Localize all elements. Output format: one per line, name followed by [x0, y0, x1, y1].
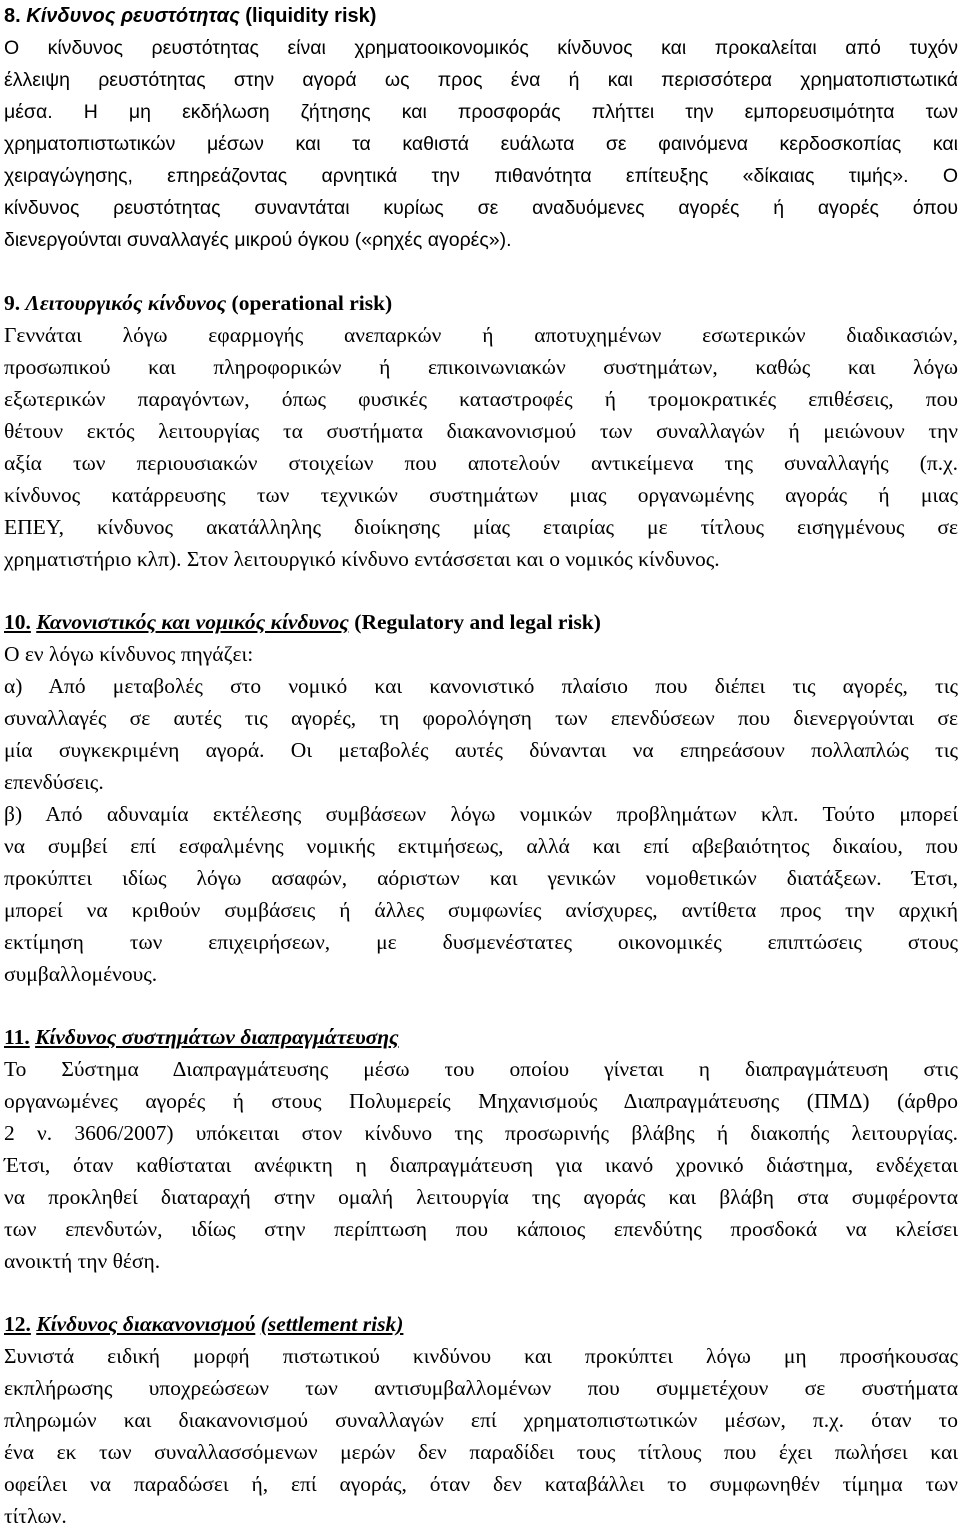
paragraph-line: 2 ν. 3606/2007) υπόκειται στον κίνδυνο της προσωρινής βλάβης ή διακοπής λειτουργίας. — [4, 1121, 958, 1145]
paragraph-line: προσωπικού και πληροφορικών ή επικοινωνιακών συστημάτων, καθώς και λόγω — [4, 355, 958, 379]
paragraph-line: μέσα. Η μη εκδήλωση ζήτησης και προσφοράς πλήττει την εμπορευσιμότητα των — [4, 101, 958, 123]
paragraph-line: να συμβεί επί εσφαλμένης νομικής εκτιμήσεως, αλλά και επί αβεβαιότητος δικαίου, που — [4, 834, 958, 858]
section-title-english: (operational risk) — [231, 291, 393, 315]
paragraph-line: Έτσι, όταν καθίσταται ανέφικτη η διαπραγμάτευση για ικανό χρονικό διάστημα, ενδέχεται — [4, 1153, 958, 1177]
section-title — [4, 1021, 958, 1053]
paragraph-line: αξία των περιουσιακών στοιχείων που αποτελούν αντικείμενα της συναλλαγής (π.χ. — [4, 451, 958, 475]
paragraph-line: Το Σύστημα Διαπραγμάτευσης μέσω του οποίου γίνεται η διαπραγμάτευση στις — [4, 1057, 958, 1081]
paragraph-line: μία συγκεκριμένη αγορά. Οι μεταβολές αυτές δύνανται να επηρεάσουν πολλαπλώς τις — [4, 738, 958, 762]
section-title — [4, 606, 958, 638]
paragraph-line: έλλειψη ρευστότητας στην αγορά ως προς ένα ή και περισσότερα χρηματοπιστωτικά — [4, 69, 958, 91]
paragraph-line: συναλλαγές σε αυτές τις αγορές, τη φορολόγηση των επενδύσεων που διενεργούνται σε — [4, 706, 958, 730]
section-spacer — [4, 575, 958, 606]
paragraph-line: θέτουν εκτός λειτουργίας τα συστήματα διακανονισμού των συναλλαγών ή μειώνουν την — [4, 419, 958, 443]
paragraph-line: πληρωμών και διακανονισμού συναλλαγών επί χρηματοπιστωτικών μέσων, π.χ. όταν το — [4, 1408, 958, 1432]
paragraph-line: επενδύσεις. — [4, 770, 104, 794]
paragraph-line: εκπλήρωσης υποχρεώσεων των αντισυμβαλλομένων που συμμετέχουν σε συστήματα — [4, 1376, 958, 1400]
section-title — [4, 0, 958, 32]
paragraph-line: εξωτερικών παραγόντων, όπως φυσικές καταστροφές ή τρομοκρατικές επιθέσεις, που — [4, 387, 958, 411]
paragraph-line: β) Από αδυναμία εκτέλεσης συμβάσεων λόγω νομικών προβλημάτων κλπ. Τούτο μπορεί — [4, 802, 958, 826]
paragraph-line: συμβαλλομένους. — [4, 962, 158, 986]
paragraph-line: χειραγώγησης, επηρεάζοντας αρνητικά την πιθανότητα επίτευξης «δίκαιας τιμής». Ο — [4, 165, 958, 187]
paragraph-line: Ο κίνδυνος ρευστότητας είναι χρηματοοικονομικός κίνδυνος και προκαλείται από τυχόν — [4, 37, 958, 59]
section-title-greek: Λειτουργικός κίνδυνος — [25, 291, 227, 315]
section-title-greek: Κανονιστικός και νομικός κίνδυνος — [36, 610, 349, 634]
section-title — [4, 287, 958, 319]
paragraph-line: να προκληθεί διαταραχή στην ομαλή λειτουργία της αγοράς και βλάβη στα συμφέροντα — [4, 1185, 958, 1209]
section-title-greek: Κίνδυνος συστημάτων διαπραγμάτευσης — [35, 1025, 399, 1049]
paragraph-line: εκτίμηση των επιχειρήσεων, με δυσμενέστατες οικονομικές επιπτώσεις στους — [4, 930, 958, 954]
section-number: 11. — [4, 1025, 30, 1049]
paragraph-line: μπορεί να κριθούν συμβάσεις ή άλλες συμφωνίες ανίσχυρες, αντίθετα προς την αρχική — [4, 898, 958, 922]
paragraph-line: Ο εν λόγω κίνδυνος πηγάζει: — [4, 642, 254, 666]
paragraph-line: κίνδυνος κατάρρευσης των τεχνικών συστημάτων μιας οργανωμένης αγοράς ή μιας — [4, 483, 958, 507]
paragraph-line: χρηματιστήριο κλπ). Στον λειτουργικό κίνδυνο εντάσσεται και ο νομικός κίνδυνος. — [4, 547, 720, 571]
section-title-english: (Regulatory and legal risk) — [354, 610, 601, 634]
section-title-english: (settlement risk) — [260, 1312, 404, 1336]
section-spacer — [4, 256, 958, 287]
section-title-english: (liquidity risk) — [245, 5, 377, 27]
section-operational-risk — [4, 287, 958, 575]
paragraph-line: ΕΠΕΥ, κίνδυνος ακατάλληλης διοίκησης μίας εταιρίας με τίτλους εισηγμένους σε — [4, 515, 958, 539]
section-trading-systems-risk — [4, 1021, 958, 1277]
section-number: 8. — [4, 5, 21, 27]
paragraph-line: οργανωμένες αγορές ή στους Πολυμερείς Μηχανισμούς Διαπραγμάτευσης (ΠΜΔ) (άρθρο — [4, 1089, 958, 1113]
paragraph-line: Γεννάται λόγω εφαρμογής ανεπαρκών ή αποτυχημένων εσωτερικών διαδικασιών, — [4, 323, 958, 347]
paragraph-line: οφείλει να παραδώσει ή, επί αγοράς, όταν δεν καταβάλλει το συμφωνηθέν τίμημα των — [4, 1472, 958, 1496]
paragraph-line: τίτλων. — [4, 1504, 67, 1528]
section-spacer — [4, 1277, 958, 1308]
paragraph-line: χρηματοπιστωτικών μέσων και τα καθιστά ευάλωτα σε φαινόμενα κερδοσκοπίας και — [4, 133, 958, 155]
paragraph-line: α) Από μεταβολές στο νομικό και κανονιστικό πλαίσιο που διέπει τις αγορές, τις — [4, 674, 958, 698]
section-settlement-risk — [4, 1308, 958, 1532]
section-title-greek: Κίνδυνος διακανονισμού — [36, 1312, 256, 1336]
paragraph-line: ανοικτή την θέση. — [4, 1249, 161, 1273]
section-regulatory-legal-risk — [4, 606, 958, 990]
section-title-greek: Κίνδυνος ρευστότητας — [26, 5, 240, 27]
section-spacer — [4, 990, 958, 1021]
paragraph-line: προκύπτει ιδίως λόγω ασαφών, αόριστων και γενικών νομοθετικών διατάξεων. Έτσι, — [4, 866, 958, 890]
section-title — [4, 1308, 958, 1340]
section-number: 10. — [4, 610, 31, 634]
paragraph-line: Συνιστά ειδική μορφή πιστωτικού κινδύνου και προκύπτει λόγω μη προσήκουσας — [4, 1344, 958, 1368]
section-number: 12. — [4, 1312, 31, 1336]
paragraph-line: διενεργούνται συναλλαγές μικρού όγκου («ρηχές αγορές»). — [4, 229, 512, 251]
paragraph-line: των επενδυτών, ιδίως στην περίπτωση που κάποιος επενδύτης προσδοκά να κλείσει — [4, 1217, 958, 1241]
paragraph-line: κίνδυνος ρευστότητας συναντάται κυρίως σε αναδυόμενες αγορές ή αγορές όπου — [4, 197, 958, 219]
section-number: 9. — [4, 291, 21, 315]
paragraph-line: ένα εκ των συναλλασσόμενων μερών δεν παραδίδει τους τίτλους που έχει πωλήσει και — [4, 1440, 958, 1464]
section-liquidity-risk — [4, 0, 958, 256]
